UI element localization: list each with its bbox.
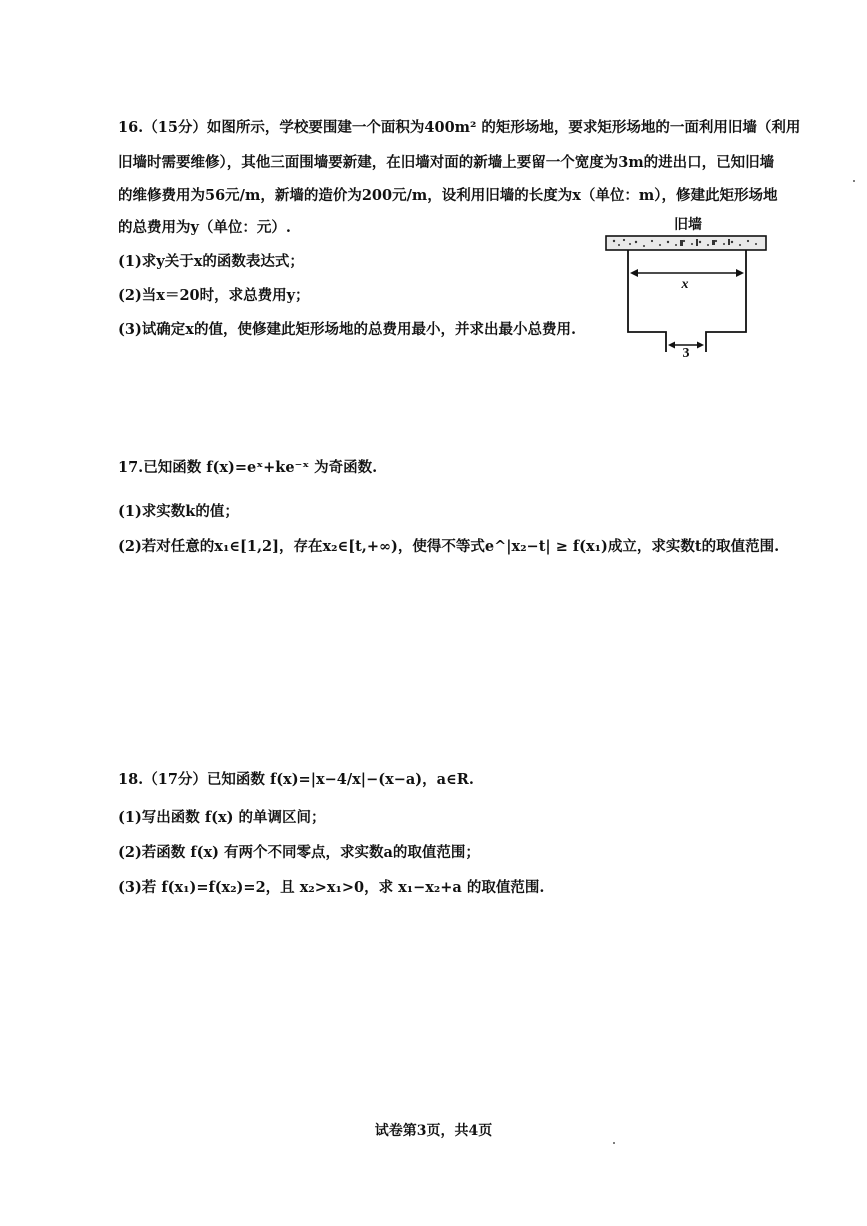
- page-footer: 试卷第3页，共4页: [374, 1123, 493, 1139]
- q16-part-1: (1)求y关于x的函数表达式；: [118, 253, 304, 270]
- q17-part-1: (1)求实数k的值；: [118, 503, 239, 520]
- field-diagram: [600, 212, 770, 362]
- scan-speck: [853, 180, 855, 182]
- q16-figure: [600, 212, 770, 362]
- q18-part-3: (3)若 f(x₁)=f(x₂)=2，且 x₂>x₁>0，求 x₁−x₂+a 的取值范围.: [118, 879, 545, 896]
- q17-part-2: (2)若对任意的x₁∈[1,2]，存在x₂∈[t,+∞)，使得不等式e^|x₂−t| ≥ f(x₁)成立，求实数t的取值范围.: [118, 538, 780, 555]
- old-wall-label: 旧墙: [674, 217, 702, 233]
- q16-line-4: 的总费用为y（单位：元）.: [118, 219, 291, 236]
- q18-stem: 18.（17分）已知函数 f(x)=|x−4/x|−(x−a)，a∈R.: [118, 771, 474, 788]
- q16-line-1: 16.（15分）如图所示，学校要围建一个面积为400m² 的矩形场地，要求矩形场地的一面利用旧墙（利用: [118, 119, 801, 136]
- left-new-wall: [628, 250, 666, 352]
- right-new-wall: [706, 250, 746, 352]
- q16-line-3: 的维修费用为56元/m，新墙的造价为200元/m，设利用旧墙的长度为x（单位：m），修建此矩形场地: [118, 187, 778, 204]
- q18-part-2: (2)若函数 f(x) 有两个不同零点，求实数a的取值范围；: [118, 844, 480, 861]
- q17-stem: 17.已知函数 f(x)=eˣ+ke⁻ˣ 为奇函数.: [118, 459, 378, 476]
- q18-part-1: (1)写出函数 f(x) 的单调区间；: [118, 809, 326, 826]
- gate-width-label: 3: [682, 346, 690, 361]
- q16-part-2: (2)当x＝20时，求总费用y；: [118, 287, 310, 304]
- q16-part-3: (3)试确定x的值，使修建此矩形场地的总费用最小，并求出最小总费用.: [118, 321, 577, 338]
- scan-speck: [613, 1142, 615, 1144]
- length-x-label: x: [681, 277, 689, 292]
- q16-line-2: 旧墙时需要维修），其他三面围墙要新建，在旧墙对面的新墙上要留一个宽度为3m的进出口，已知旧墙: [118, 154, 775, 171]
